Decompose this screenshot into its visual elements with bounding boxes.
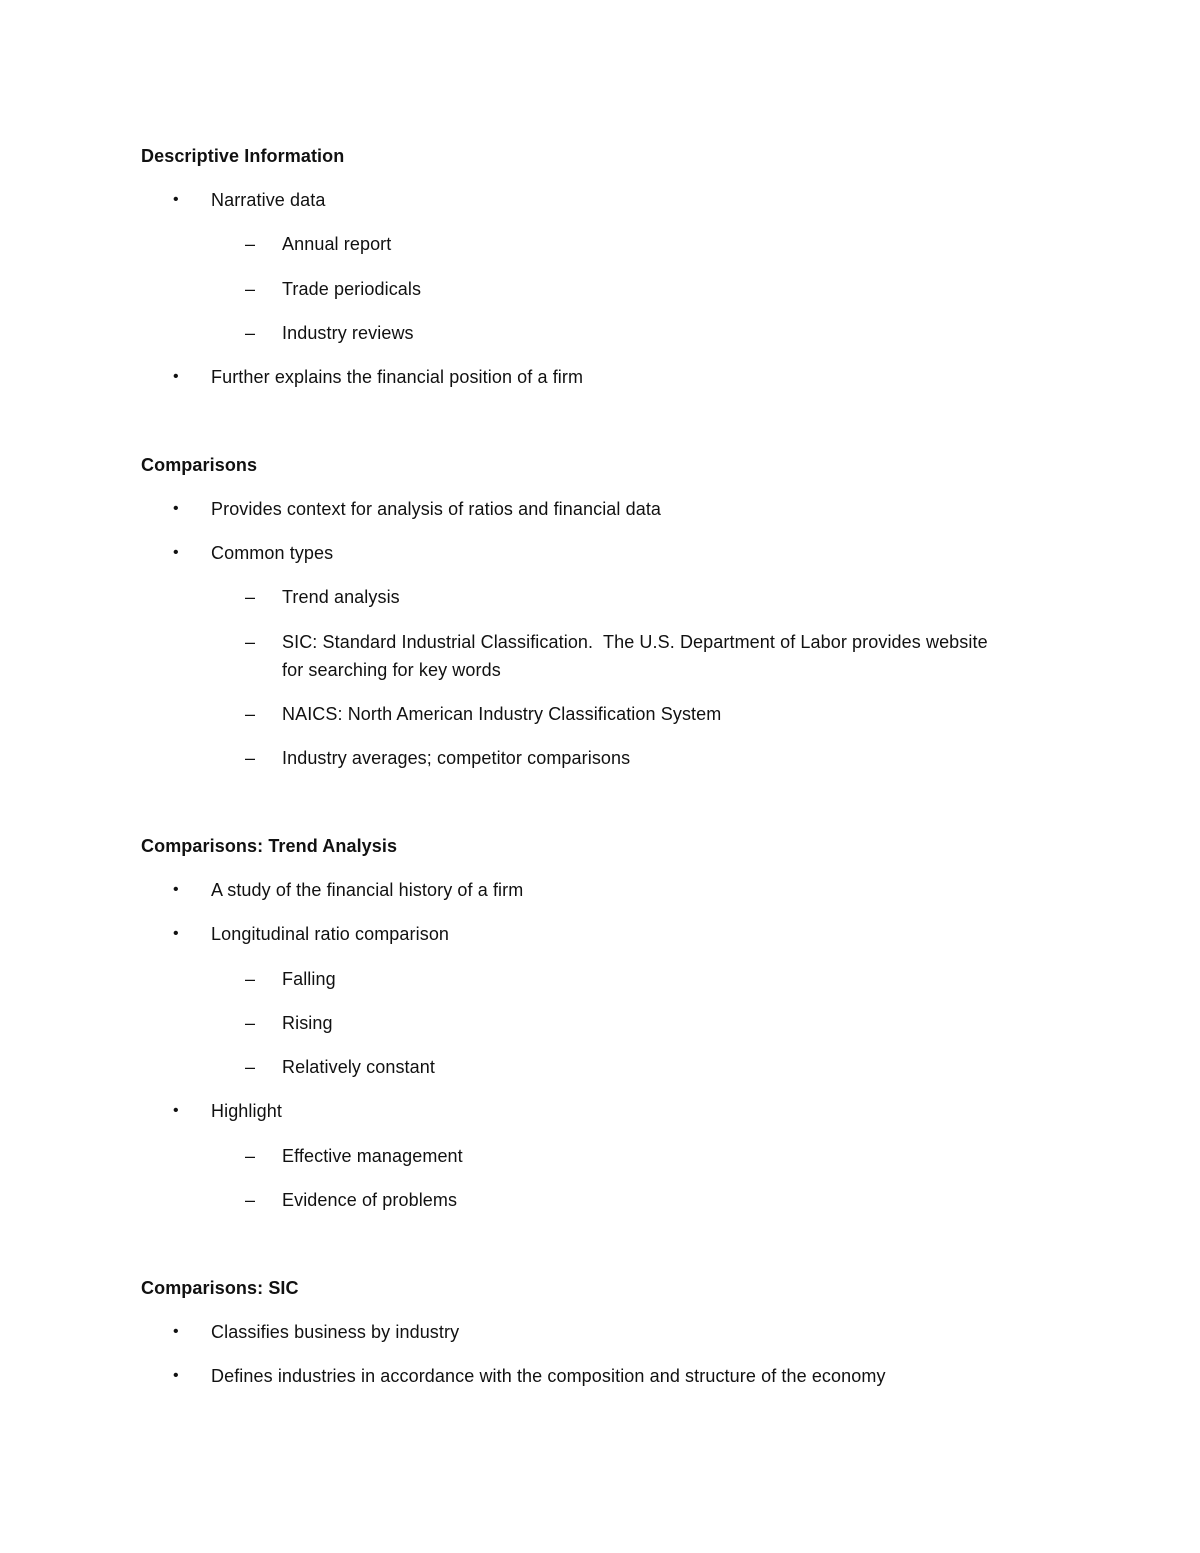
sub-list-item: NAICS: North American Industry Classification System [282,704,722,724]
bullet-marker: • [173,191,179,208]
dash-marker: – [245,279,256,299]
dash-marker: – [245,323,256,343]
dash-marker: – [245,748,256,768]
dash-marker: – [245,1057,256,1077]
section-heading: Descriptive Information [141,146,345,166]
sub-list-item: Rising [282,1013,333,1033]
bullet-marker: • [173,500,179,517]
list-item: Highlight [211,1101,282,1121]
list-item: Common types [211,543,334,563]
bullet-marker: • [173,881,179,898]
section-heading: Comparisons: Trend Analysis [141,836,398,856]
sub-list-item-continuation: for searching for key words [282,660,501,680]
bullet-marker: • [173,368,179,385]
sub-list-item: Evidence of problems [282,1190,458,1210]
sub-list-item: SIC: Standard Industrial Classification. The U.S. Department of Labor provides website [282,632,988,652]
dash-marker: – [245,632,256,652]
sub-list-item: Industry reviews [282,323,414,343]
list-item: Provides context for analysis of ratios and financial data [211,499,662,519]
section-heading: Comparisons: SIC [141,1278,299,1298]
bullet-marker: • [173,544,179,561]
list-item: Longitudinal ratio comparison [211,924,450,944]
section-heading: Comparisons [141,455,258,475]
bullet-marker: • [173,1323,179,1340]
bullet-marker: • [173,1367,179,1384]
dash-marker: – [245,1190,256,1210]
dash-marker: – [245,704,256,724]
sub-list-item: Falling [282,969,336,989]
list-item: Further explains the financial position of a firm [211,367,584,387]
sub-list-item: Industry averages; competitor comparisons [282,748,631,768]
bullet-marker: • [173,925,179,942]
dash-marker: – [245,1146,256,1166]
dash-marker: – [245,234,256,254]
dash-marker: – [245,587,256,607]
dash-marker: – [245,969,256,989]
sub-list-item: Effective management [282,1146,463,1166]
bullet-marker: • [173,1102,179,1119]
sub-list-item: Trade periodicals [282,279,422,299]
list-item: A study of the financial history of a firm [211,880,524,900]
sub-list-item: Trend analysis [282,587,400,607]
dash-marker: – [245,1013,256,1033]
list-item: Narrative data [211,190,326,210]
sub-list-item: Annual report [282,234,392,254]
list-item: Defines industries in accordance with the composition and structure of the economy [211,1366,886,1386]
sub-list-item: Relatively constant [282,1057,435,1077]
list-item: Classifies business by industry [211,1322,460,1342]
